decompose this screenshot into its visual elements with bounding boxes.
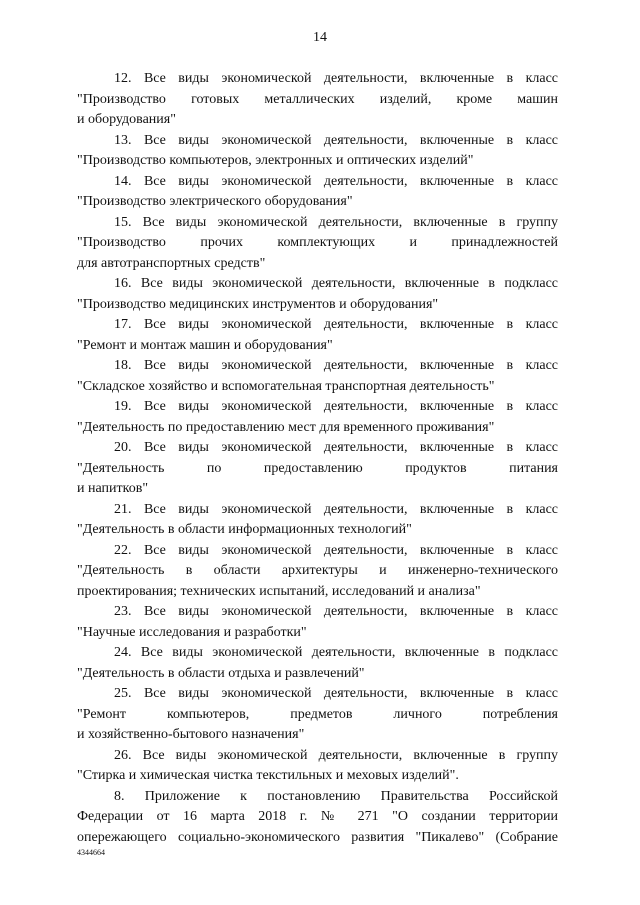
paragraph-line: "Деятельность в области информационных технологий" bbox=[77, 522, 412, 537]
item-number: 15. bbox=[114, 214, 132, 230]
paragraph-line: "Деятельность в области отдыха и развлечений" bbox=[77, 665, 365, 681]
paragraph-first-line bbox=[77, 684, 558, 705]
item-number: 16. bbox=[114, 276, 132, 291]
paragraph-first-line bbox=[77, 69, 558, 90]
paragraph-line: "Производство компьютеров, электронных и оптических изделий" bbox=[77, 153, 474, 168]
paragraph-first-line bbox=[77, 356, 558, 377]
item-lead: Все виды экономической деятельности, включенные в класс bbox=[143, 686, 559, 701]
list-item bbox=[77, 69, 558, 131]
list-item bbox=[77, 787, 558, 849]
paragraph-line: "Деятельность в области архитектуры и инженерно-технического bbox=[77, 563, 558, 578]
list-item bbox=[77, 172, 558, 213]
item-number: 20. bbox=[114, 440, 132, 455]
paragraph-first-line bbox=[77, 787, 558, 808]
item-number: 12. bbox=[114, 71, 132, 86]
item-number: 14. bbox=[114, 173, 132, 189]
paragraph-line: "Производство электрического оборудования" bbox=[77, 194, 353, 209]
paragraph-first-line bbox=[77, 746, 558, 767]
item-number: 21. bbox=[114, 501, 132, 517]
item-number: 26. bbox=[114, 747, 132, 763]
paragraph-first-line bbox=[77, 274, 558, 295]
item-lead: Все виды экономической деятельности, включенные в группу bbox=[142, 747, 558, 763]
paragraph-line: для автотранспортных средств" bbox=[77, 255, 266, 271]
paragraph-line: "Складское хозяйство и вспомогательная транспортная деятельность" bbox=[77, 378, 495, 394]
paragraph-first-line bbox=[77, 131, 558, 152]
item-lead: Все виды экономической деятельности, включенные в подкласс bbox=[140, 276, 559, 291]
item-lead: Все виды экономической деятельности, включенные в класс bbox=[143, 173, 559, 189]
paragraph-line: "Деятельность по предоставлению продуктов питания bbox=[77, 460, 558, 476]
list-item bbox=[77, 213, 558, 275]
paragraph-first-line bbox=[77, 438, 558, 459]
paragraph-line: опережающего социально-экономического развития "Пикалево" (Собрание bbox=[77, 829, 558, 845]
item-lead: Все виды экономической деятельности, включенные в класс bbox=[143, 317, 559, 332]
paragraph-line: "Стирка и химическая чистка текстильных и меховых изделий". bbox=[77, 768, 459, 783]
item-lead: Приложение к постановлению Правительства Российской bbox=[144, 788, 558, 804]
list-item bbox=[77, 131, 558, 172]
paragraph-line: проектирования; технических испытаний, исследований и анализа" bbox=[77, 583, 481, 599]
list-item bbox=[77, 500, 558, 541]
document-code: 4344664 bbox=[77, 848, 105, 857]
item-lead: Все виды экономической деятельности, включенные в класс bbox=[143, 399, 559, 414]
item-lead: Все виды экономической деятельности, включенные в подкласс bbox=[140, 645, 559, 660]
paragraph-line: и хозяйственно-бытового назначения" bbox=[77, 727, 305, 742]
paragraph-first-line bbox=[77, 172, 558, 193]
paragraph-line: "Ремонт и монтаж машин и оборудования" bbox=[77, 337, 333, 353]
list-item bbox=[77, 438, 558, 500]
list-item bbox=[77, 746, 558, 787]
item-number: 22. bbox=[114, 542, 132, 558]
list-item bbox=[77, 643, 558, 684]
paragraph-first-line bbox=[77, 643, 558, 664]
item-number: 23. bbox=[114, 604, 132, 619]
item-number: 24. bbox=[114, 645, 132, 660]
item-number: 13. bbox=[114, 132, 132, 148]
item-number: 8. bbox=[114, 788, 125, 804]
paragraph-first-line bbox=[77, 213, 558, 234]
item-number: 19. bbox=[114, 399, 132, 414]
paragraph-first-line bbox=[77, 315, 558, 336]
item-lead: Все виды экономической деятельности, включенные в класс bbox=[143, 132, 559, 148]
paragraph-line: "Производство медицинских инструментов и оборудования" bbox=[77, 296, 439, 312]
paragraph-first-line bbox=[77, 541, 558, 562]
paragraph-line: и оборудования" bbox=[77, 112, 176, 127]
page-number: 14 bbox=[313, 30, 327, 45]
paragraph-line: Федерации от 16 марта 2018 г. № 271 "О создании территории bbox=[77, 809, 558, 824]
list-item bbox=[77, 397, 558, 438]
list-item bbox=[77, 274, 558, 315]
item-lead: Все виды экономической деятельности, включенные в класс bbox=[143, 71, 559, 86]
list-item bbox=[77, 315, 558, 356]
paragraph-first-line bbox=[77, 397, 558, 418]
item-number: 25. bbox=[114, 686, 132, 701]
item-lead: Все виды экономической деятельности, включенные в класс bbox=[143, 440, 559, 455]
list-item bbox=[77, 541, 558, 603]
paragraph-line: "Производство готовых металлических изделий, кроме машин bbox=[77, 91, 558, 107]
item-number: 18. bbox=[114, 358, 132, 373]
paragraph-first-line bbox=[77, 500, 558, 521]
document-body bbox=[77, 69, 558, 848]
item-lead: Все виды экономической деятельности, включенные в класс bbox=[143, 501, 559, 517]
item-lead: Все виды экономической деятельности, включенные в класс bbox=[143, 358, 559, 373]
paragraph-line: "Научные исследования и разработки" bbox=[77, 624, 307, 640]
paragraph-line: "Деятельность по предоставлению мест для временного проживания" bbox=[77, 419, 495, 435]
item-lead: Все виды экономической деятельности, включенные в класс bbox=[143, 604, 559, 619]
list-item bbox=[77, 602, 558, 643]
paragraph-first-line bbox=[77, 602, 558, 623]
paragraph-line: "Производство прочих комплектующих и принадлежностей bbox=[77, 235, 558, 250]
list-item bbox=[77, 684, 558, 746]
item-number: 17. bbox=[114, 317, 132, 332]
list-item bbox=[77, 356, 558, 397]
item-lead: Все виды экономической деятельности, включенные в группу bbox=[142, 214, 558, 230]
paragraph-line: и напитков" bbox=[77, 481, 149, 496]
paragraph-line: "Ремонт компьютеров, предметов личного потребления bbox=[77, 706, 558, 722]
item-lead: Все виды экономической деятельности, включенные в класс bbox=[143, 542, 559, 558]
